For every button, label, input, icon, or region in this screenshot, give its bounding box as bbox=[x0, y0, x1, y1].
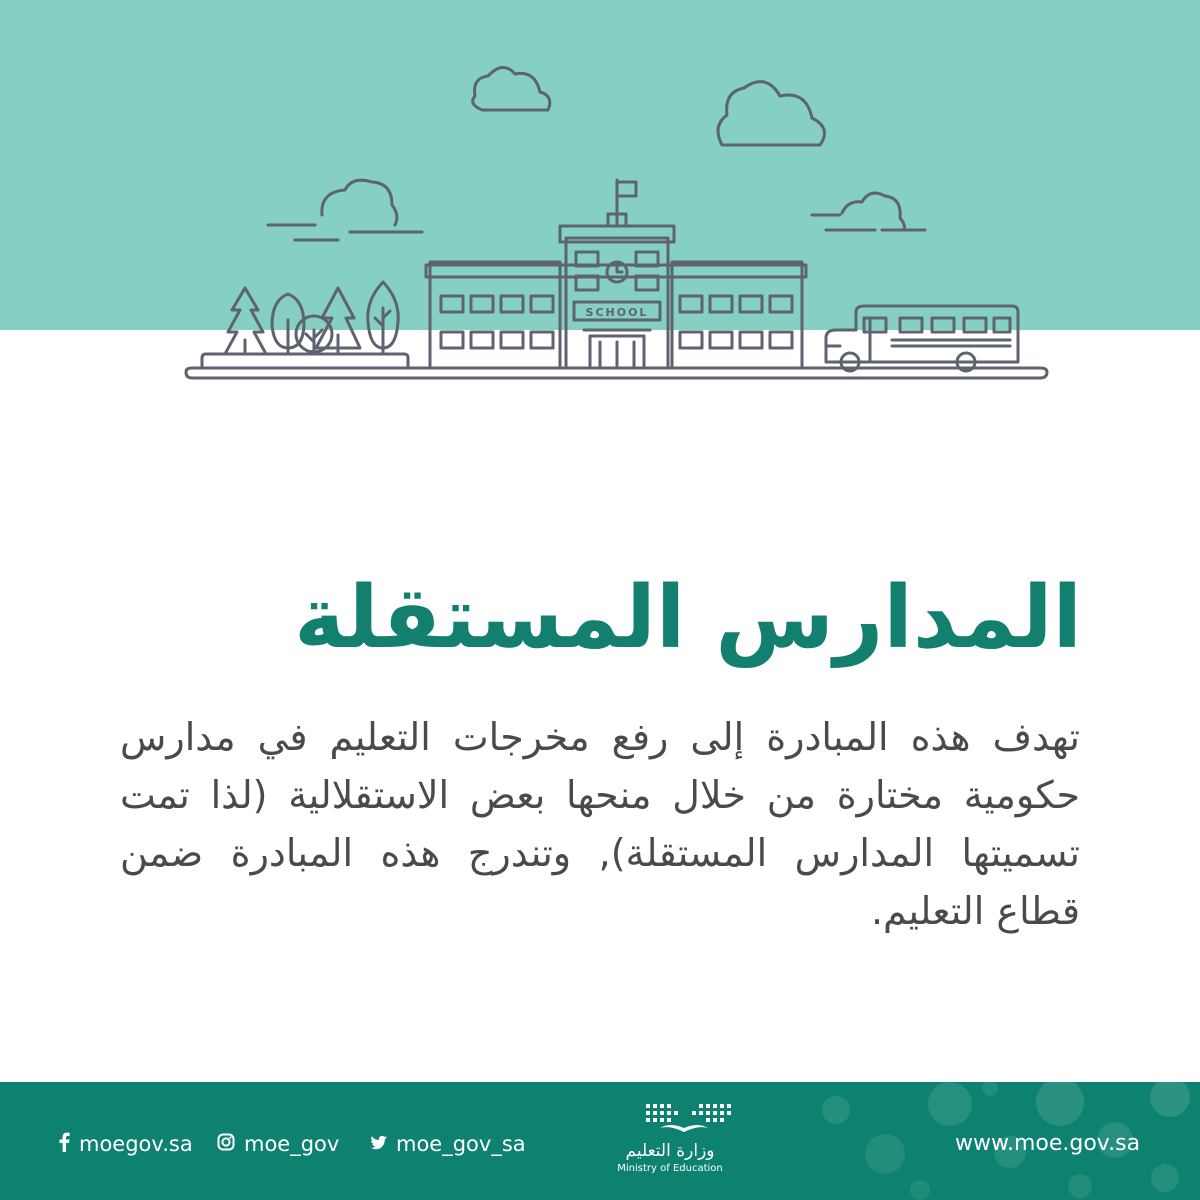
bus-icon bbox=[826, 306, 1018, 371]
twitter-handle: moe_gov_sa bbox=[396, 1132, 526, 1156]
school-sign: SCHOOL bbox=[585, 306, 649, 319]
ministry-logo bbox=[590, 1098, 760, 1184]
school-illustration bbox=[0, 0, 1200, 400]
facebook-icon bbox=[58, 1132, 70, 1157]
logo-arabic-name: وزارة التعليم bbox=[625, 1141, 715, 1161]
right-wing-windows bbox=[680, 296, 792, 348]
tree-icon bbox=[368, 282, 398, 354]
facebook-link[interactable] bbox=[58, 1129, 193, 1159]
instagram-icon bbox=[217, 1132, 235, 1156]
cloud-icon bbox=[473, 67, 550, 110]
tree-icon bbox=[225, 288, 266, 354]
cloud-icon bbox=[842, 193, 905, 230]
website-link[interactable]: www.moe.gov.sa bbox=[955, 1131, 1141, 1156]
instagram-handle: moe_gov bbox=[244, 1132, 340, 1156]
left-wing-windows bbox=[441, 296, 553, 348]
logo-dots-icon bbox=[590, 1098, 760, 1138]
cloud-icon bbox=[322, 180, 397, 225]
instagram-link[interactable] bbox=[217, 1129, 339, 1159]
page-title: المدارس المستقلة bbox=[294, 568, 1082, 668]
twitter-link[interactable] bbox=[369, 1129, 526, 1159]
twitter-icon bbox=[369, 1132, 387, 1156]
tree-icon bbox=[316, 288, 360, 354]
logo-english-name: Ministry of Education bbox=[617, 1163, 723, 1174]
facebook-handle: moegov.sa bbox=[79, 1132, 193, 1156]
cloud-icon bbox=[718, 82, 825, 145]
body-paragraph: تهدف هذه المبادرة إلى رفع مخرجات التعليم في مدارس حكومية مختارة من خلال منحها بعض الاستقلالية (لذا تمت تسميتها المدارس المستقلة), وتندرج هذه المبادرة ضمن قطاع التعليم. bbox=[120, 715, 1080, 933]
